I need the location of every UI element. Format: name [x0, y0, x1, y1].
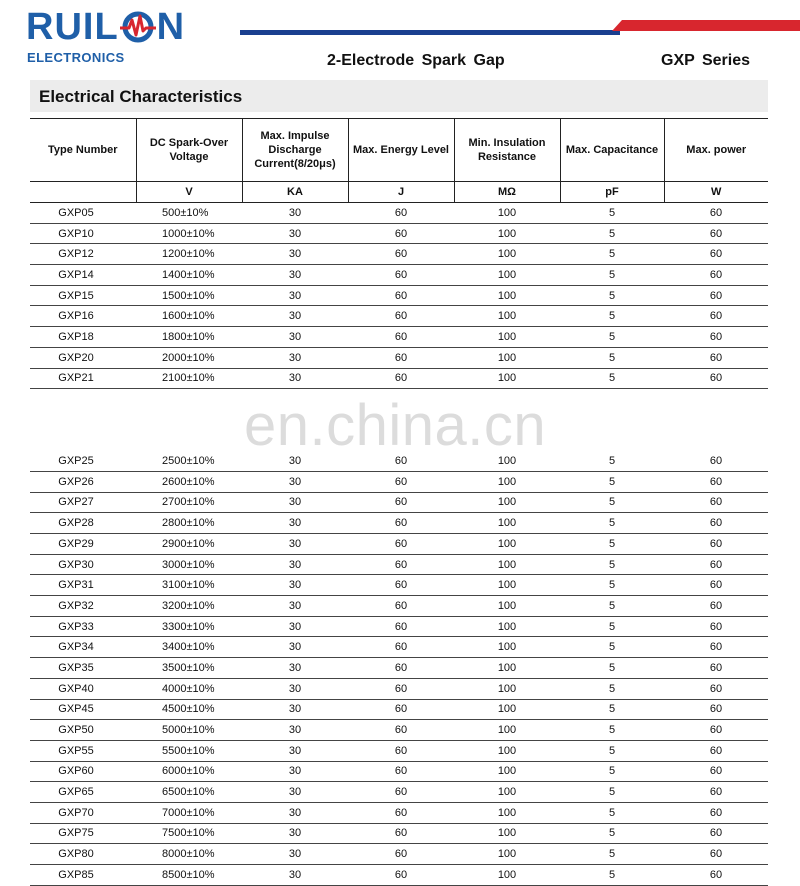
characteristics-table [30, 118, 768, 886]
table-row [30, 223, 768, 244]
table-row [30, 492, 768, 513]
table-cell: 5 [560, 720, 664, 741]
table-cell: 60 [348, 285, 454, 306]
table-body [30, 203, 768, 886]
table-cell: 5500±10% [136, 740, 242, 761]
table-cell: GXP50 [30, 720, 136, 741]
unit-header: MΩ [454, 182, 560, 203]
table-cell: 7500±10% [136, 823, 242, 844]
table-cell: GXP40 [30, 678, 136, 699]
table-cell: GXP20 [30, 347, 136, 368]
table-cell: 100 [454, 513, 560, 534]
table-cell: 30 [242, 844, 348, 865]
table-cell: 60 [664, 658, 768, 679]
table-cell: 30 [242, 678, 348, 699]
table-cell: 60 [348, 782, 454, 803]
table-cell: 500±10% [136, 203, 242, 224]
table-cell: GXP65 [30, 782, 136, 803]
table-cell: 100 [454, 223, 560, 244]
table-cell: 100 [454, 761, 560, 782]
table-cell: 60 [664, 223, 768, 244]
table-cell: 60 [348, 658, 454, 679]
table-cell: GXP15 [30, 285, 136, 306]
table-cell: 100 [454, 327, 560, 348]
table-cell: 100 [454, 306, 560, 327]
table-cell: 60 [664, 802, 768, 823]
table-cell: 60 [348, 223, 454, 244]
table-cell: GXP05 [30, 203, 136, 224]
table-cell: 60 [348, 534, 454, 555]
table-cell: 60 [348, 347, 454, 368]
table-cell: 5 [560, 782, 664, 803]
table-cell: 5 [560, 740, 664, 761]
table-cell: 60 [664, 534, 768, 555]
table-cell: 100 [454, 596, 560, 617]
col-header: Max. Impulse Discharge Current(8/20μs) [242, 119, 348, 182]
series-label: GXP Series [661, 52, 750, 69]
table-row [30, 265, 768, 286]
table-cell: 60 [664, 451, 768, 472]
table-cell: 60 [348, 678, 454, 699]
table-cell: 60 [664, 285, 768, 306]
table-cell: 30 [242, 285, 348, 306]
table-row [30, 596, 768, 617]
table-cell: 100 [454, 575, 560, 596]
unit-header: J [348, 182, 454, 203]
table-cell: GXP18 [30, 327, 136, 348]
unit-header: W [664, 182, 768, 203]
table-cell: 60 [664, 575, 768, 596]
table-cell: 100 [454, 285, 560, 306]
pulse-logo-icon [120, 11, 156, 43]
table-cell: 1800±10% [136, 327, 242, 348]
table-cell: GXP10 [30, 223, 136, 244]
table-cell: GXP26 [30, 471, 136, 492]
table-cell: 60 [664, 554, 768, 575]
table-row [30, 244, 768, 265]
table-cell: 3400±10% [136, 637, 242, 658]
table-row [30, 658, 768, 679]
table-cell: 5 [560, 823, 664, 844]
table-cell: 60 [664, 823, 768, 844]
col-header: DC Spark-Over Voltage [136, 119, 242, 182]
table-row [30, 823, 768, 844]
unit-header [30, 182, 136, 203]
table-cell: 3200±10% [136, 596, 242, 617]
table-cell: 30 [242, 347, 348, 368]
table-cell: 30 [242, 720, 348, 741]
table-cell: 1500±10% [136, 285, 242, 306]
table-cell: 60 [664, 596, 768, 617]
table-cell: 30 [242, 637, 348, 658]
table-cell: 100 [454, 844, 560, 865]
header-row [30, 119, 768, 182]
table-cell: 30 [242, 534, 348, 555]
table-row [30, 720, 768, 741]
table-cell: 2500±10% [136, 451, 242, 472]
table-cell: 30 [242, 865, 348, 886]
table-cell: 5 [560, 844, 664, 865]
table-cell: 60 [348, 203, 454, 224]
table-cell: 60 [664, 678, 768, 699]
table-cell: 30 [242, 368, 348, 389]
table-cell: 60 [348, 720, 454, 741]
table-cell: 5 [560, 368, 664, 389]
table-cell: 5 [560, 244, 664, 265]
table-cell: 30 [242, 699, 348, 720]
table-row [30, 637, 768, 658]
table-cell: 5 [560, 265, 664, 286]
table-cell: 60 [348, 865, 454, 886]
table-cell: 60 [348, 265, 454, 286]
table-row [30, 513, 768, 534]
col-header: Max. Energy Level [348, 119, 454, 182]
table-cell: 2600±10% [136, 471, 242, 492]
table-cell: 8500±10% [136, 865, 242, 886]
table-cell: 30 [242, 596, 348, 617]
table-cell: 60 [664, 782, 768, 803]
table-row [30, 616, 768, 637]
table-cell: 60 [664, 471, 768, 492]
table-row [30, 782, 768, 803]
table-cell: 30 [242, 761, 348, 782]
table-cell: 60 [348, 637, 454, 658]
table-row [30, 844, 768, 865]
table-cell: 60 [348, 554, 454, 575]
table-cell: GXP55 [30, 740, 136, 761]
table-cell: 60 [664, 368, 768, 389]
table-cell: 100 [454, 534, 560, 555]
table-cell: 100 [454, 658, 560, 679]
table-cell: 6500±10% [136, 782, 242, 803]
unit-header: pF [560, 182, 664, 203]
table-cell: 5 [560, 306, 664, 327]
table-cell: 30 [242, 244, 348, 265]
table-row [30, 802, 768, 823]
table-cell: 7000±10% [136, 802, 242, 823]
table-row [30, 203, 768, 224]
table-cell: 5 [560, 699, 664, 720]
table-cell: GXP34 [30, 637, 136, 658]
table-cell: 100 [454, 720, 560, 741]
table-cell: 30 [242, 740, 348, 761]
table-cell: GXP80 [30, 844, 136, 865]
table-row [30, 554, 768, 575]
table-cell: 60 [348, 844, 454, 865]
table-cell: 60 [664, 637, 768, 658]
table-cell: GXP29 [30, 534, 136, 555]
table-cell: 5 [560, 492, 664, 513]
table-cell: 3300±10% [136, 616, 242, 637]
table-cell: 60 [664, 720, 768, 741]
table-cell: 60 [348, 306, 454, 327]
table-cell: GXP16 [30, 306, 136, 327]
table-cell: 30 [242, 306, 348, 327]
table-cell: 60 [664, 616, 768, 637]
table-cell: 100 [454, 492, 560, 513]
table-cell: 60 [348, 740, 454, 761]
brand-wordmark [26, 7, 185, 47]
table-cell: 30 [242, 265, 348, 286]
table-cell: GXP25 [30, 451, 136, 472]
table-cell: 60 [348, 492, 454, 513]
table-cell: 100 [454, 471, 560, 492]
brand-name-left: RUIL [26, 6, 119, 48]
table-cell: 5 [560, 451, 664, 472]
table-cell: 100 [454, 802, 560, 823]
table-cell: 6000±10% [136, 761, 242, 782]
table-cell: 5 [560, 534, 664, 555]
table-row [30, 534, 768, 555]
table-cell: 60 [664, 306, 768, 327]
table-cell: 100 [454, 823, 560, 844]
table-cell: 60 [348, 761, 454, 782]
col-header: Max. power [664, 119, 768, 182]
table-row [30, 740, 768, 761]
table-cell: 100 [454, 637, 560, 658]
col-header: Min. Insulation Resistance [454, 119, 560, 182]
table-cell: 5 [560, 637, 664, 658]
table-cell: 60 [348, 596, 454, 617]
table-cell: 60 [664, 699, 768, 720]
col-header: Max. Capacitance [560, 119, 664, 182]
section-title: Electrical Characteristics [39, 87, 243, 106]
unit-header: V [136, 182, 242, 203]
table-cell: GXP28 [30, 513, 136, 534]
table-cell: GXP21 [30, 368, 136, 389]
table-cell: 100 [454, 244, 560, 265]
table-cell: 5 [560, 678, 664, 699]
table-cell: 60 [664, 761, 768, 782]
table-cell: 5 [560, 596, 664, 617]
table-cell: 30 [242, 802, 348, 823]
header-stripe-blue [240, 30, 620, 35]
table-cell: 60 [664, 865, 768, 886]
table-cell: 60 [664, 265, 768, 286]
table-cell: 30 [242, 492, 348, 513]
table-cell: 5 [560, 285, 664, 306]
table-cell: GXP85 [30, 865, 136, 886]
table-cell: 1600±10% [136, 306, 242, 327]
table-cell: 60 [664, 244, 768, 265]
table-cell: GXP27 [30, 492, 136, 513]
table-cell: 2700±10% [136, 492, 242, 513]
table-cell: GXP33 [30, 616, 136, 637]
table-row [30, 865, 768, 886]
table-cell: 60 [348, 513, 454, 534]
document-title: 2-Electrode Spark Gap [327, 52, 505, 69]
table-cell: 5 [560, 513, 664, 534]
col-header: Type Number [30, 119, 136, 182]
table-row [30, 575, 768, 596]
table-cell: 30 [242, 782, 348, 803]
table-cell: 30 [242, 203, 348, 224]
table-cell: 100 [454, 678, 560, 699]
table-cell: 100 [454, 451, 560, 472]
table-cell: 4000±10% [136, 678, 242, 699]
table-cell: 30 [242, 223, 348, 244]
table-cell: 60 [348, 616, 454, 637]
table-cell: 100 [454, 699, 560, 720]
table-cell: 30 [242, 823, 348, 844]
table-cell: GXP35 [30, 658, 136, 679]
table-cell: 100 [454, 740, 560, 761]
brand-name-right: N [156, 6, 186, 48]
table-cell: 60 [348, 368, 454, 389]
brand-subtitle: ELECTRONICS [27, 50, 125, 65]
table-cell: 60 [664, 844, 768, 865]
table-cell: 5 [560, 575, 664, 596]
table-cell: 100 [454, 265, 560, 286]
table-cell: 30 [242, 575, 348, 596]
table-cell: 30 [242, 327, 348, 348]
table-cell: 60 [348, 823, 454, 844]
table-row [30, 678, 768, 699]
table-cell: 30 [242, 658, 348, 679]
table-cell: GXP14 [30, 265, 136, 286]
table-cell: 60 [348, 244, 454, 265]
table-cell: 5 [560, 865, 664, 886]
table-row [30, 347, 768, 368]
table-row [30, 306, 768, 327]
table-cell: 30 [242, 451, 348, 472]
table-cell: 5 [560, 802, 664, 823]
table-cell: 60 [348, 471, 454, 492]
table-cell: 100 [454, 782, 560, 803]
table-cell: 5 [560, 616, 664, 637]
table-cell: 60 [348, 451, 454, 472]
table-cell: 60 [664, 740, 768, 761]
table-cell: GXP12 [30, 244, 136, 265]
table-cell: GXP45 [30, 699, 136, 720]
table-cell: 60 [348, 327, 454, 348]
table-row [30, 699, 768, 720]
table-cell: 100 [454, 865, 560, 886]
table-cell: 30 [242, 513, 348, 534]
table-cell: 100 [454, 554, 560, 575]
table-cell: 3500±10% [136, 658, 242, 679]
unit-header: KA [242, 182, 348, 203]
table-cell: 60 [664, 327, 768, 348]
table-cell: GXP32 [30, 596, 136, 617]
table-cell: 5 [560, 327, 664, 348]
table-cell: 5 [560, 471, 664, 492]
table-cell: 5 [560, 658, 664, 679]
table-row [30, 368, 768, 389]
table-cell: 2100±10% [136, 368, 242, 389]
table-row [30, 761, 768, 782]
table-cell: 100 [454, 203, 560, 224]
unit-row [30, 182, 768, 203]
table-cell: 2900±10% [136, 534, 242, 555]
table-row [30, 285, 768, 306]
table-cell: 3100±10% [136, 575, 242, 596]
table-cell: 5 [560, 554, 664, 575]
table-cell: 1200±10% [136, 244, 242, 265]
table-cell: GXP70 [30, 802, 136, 823]
header-stripe-red [612, 20, 800, 31]
table-cell: 60 [664, 203, 768, 224]
table-cell: 30 [242, 471, 348, 492]
watermark: en.china.cn [244, 393, 547, 458]
table-row [30, 471, 768, 492]
table-cell: 100 [454, 616, 560, 637]
table-cell: 3000±10% [136, 554, 242, 575]
table-cell: 60 [348, 699, 454, 720]
table-cell: 5000±10% [136, 720, 242, 741]
section-header [30, 80, 768, 112]
table-cell: GXP30 [30, 554, 136, 575]
table-cell: 60 [664, 347, 768, 368]
table-cell: 1400±10% [136, 265, 242, 286]
table-cell: 60 [348, 575, 454, 596]
table-cell: GXP75 [30, 823, 136, 844]
table-cell: 60 [348, 802, 454, 823]
brand-logo [26, 6, 221, 65]
table-cell: 5 [560, 203, 664, 224]
table-cell: GXP31 [30, 575, 136, 596]
table-cell: 60 [664, 492, 768, 513]
table-cell: 100 [454, 347, 560, 368]
table-cell: 5 [560, 347, 664, 368]
table-cell: 4500±10% [136, 699, 242, 720]
table-cell: 30 [242, 554, 348, 575]
table-cell: 60 [664, 513, 768, 534]
table-cell: 30 [242, 616, 348, 637]
table-cell: 2800±10% [136, 513, 242, 534]
table-cell: GXP60 [30, 761, 136, 782]
table-cell: 1000±10% [136, 223, 242, 244]
table-cell: 8000±10% [136, 844, 242, 865]
table-cell: 2000±10% [136, 347, 242, 368]
table-cell: 5 [560, 223, 664, 244]
table-cell: 5 [560, 761, 664, 782]
table-row [30, 327, 768, 348]
table-cell: 100 [454, 368, 560, 389]
